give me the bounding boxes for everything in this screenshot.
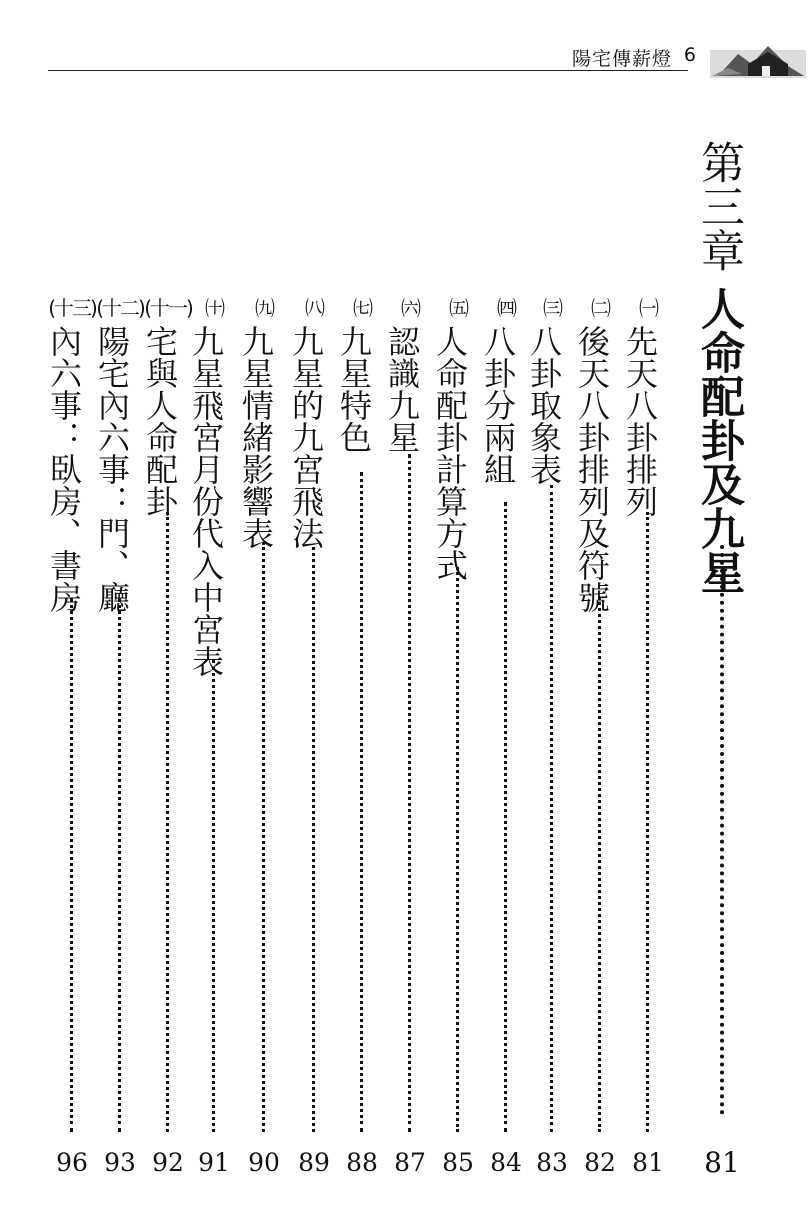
- entry-title: 人命配卦計算方式: [431, 325, 469, 581]
- entry-page-number: 93: [104, 1148, 136, 1177]
- toc-entry[interactable]: [479, 292, 530, 1177]
- toc-entry[interactable]: [621, 292, 672, 1177]
- entry-title: 陽宅內六事：門、廳: [93, 325, 131, 613]
- entry-page-number: 84: [490, 1148, 522, 1177]
- entry-page-number: 87: [394, 1148, 426, 1177]
- entry-marker: ㈩: [205, 296, 223, 320]
- toc-entry[interactable]: [93, 292, 144, 1177]
- entry-page-number: 85: [442, 1148, 474, 1177]
- chapter-label: 第三章: [693, 140, 744, 272]
- toc-entry[interactable]: [431, 292, 482, 1177]
- dot-leader: [70, 598, 73, 1132]
- dot-leader: [118, 598, 121, 1132]
- toc-entry[interactable]: [45, 292, 96, 1177]
- toc-entry[interactable]: [525, 292, 576, 1177]
- entry-page-number: 81: [632, 1148, 664, 1177]
- entry-marker: (十一): [144, 296, 192, 320]
- running-header: [48, 40, 808, 80]
- book-title: 陽宅傳薪燈: [571, 48, 672, 70]
- entry-marker: ㈨: [255, 296, 273, 320]
- dot-leader: [504, 502, 507, 1132]
- entry-marker: ㈧: [305, 296, 323, 320]
- dot-leader: [550, 485, 553, 1132]
- chapter-page-number: 81: [704, 1146, 740, 1179]
- chapter-title: 人命配卦及九星: [693, 286, 744, 594]
- entry-page-number: 91: [198, 1148, 230, 1177]
- toc-entry[interactable]: [187, 292, 238, 1177]
- entry-marker: (十三): [48, 296, 96, 320]
- toc-entry[interactable]: [141, 292, 192, 1177]
- entry-marker: ㈥: [401, 296, 419, 320]
- dot-leader: [262, 542, 265, 1132]
- entry-marker: (十二): [96, 296, 144, 320]
- toc-entry[interactable]: [237, 292, 288, 1177]
- entry-page-number: 82: [584, 1148, 616, 1177]
- entry-marker: ㈦: [353, 296, 371, 320]
- dot-leader: [166, 512, 169, 1132]
- entry-title: 內六事：臥房、書房: [45, 325, 83, 613]
- page-number: 6: [683, 44, 696, 66]
- dot-leader: [646, 512, 649, 1132]
- entry-title: 九星飛宮月份代入中宮表: [187, 325, 225, 677]
- entry-marker: ㈠: [639, 296, 657, 320]
- entry-title: 九星情緒影響表: [237, 325, 275, 549]
- entry-title: 認識九星: [383, 325, 421, 453]
- house-logo-icon: [708, 40, 808, 80]
- entry-page-number: 92: [152, 1148, 184, 1177]
- toc-entry[interactable]: [287, 292, 338, 1177]
- entry-page-number: 96: [56, 1148, 88, 1177]
- entry-title: 宅與人命配卦: [141, 325, 179, 517]
- dot-leader: [212, 660, 215, 1132]
- entry-page-number: 89: [298, 1148, 330, 1177]
- entry-page-number: 88: [346, 1148, 378, 1177]
- dot-leader: [720, 545, 724, 1115]
- toc-entry[interactable]: [383, 292, 434, 1177]
- dot-leader: [312, 547, 315, 1132]
- dot-leader: [408, 454, 411, 1132]
- entry-title: 後天八卦排列及符號: [573, 325, 611, 613]
- entry-marker: ㈣: [497, 296, 515, 320]
- entry-marker: ㈤: [449, 296, 467, 320]
- entry-title: 九星的九宮飛法: [287, 325, 325, 549]
- entry-marker: ㈡: [591, 296, 609, 320]
- toc-entry[interactable]: [573, 292, 624, 1177]
- entry-title: 先天八卦排列: [621, 325, 659, 517]
- entry-page-number: 90: [248, 1148, 280, 1177]
- entry-marker: ㈢: [543, 296, 561, 320]
- dot-leader: [360, 472, 363, 1132]
- entry-title: 九星特色: [335, 325, 373, 453]
- entry-title: 八卦取象表: [525, 325, 563, 485]
- entry-title: 八卦分兩組: [479, 325, 517, 485]
- entry-page-number: 83: [536, 1148, 568, 1177]
- dot-leader: [598, 597, 601, 1132]
- toc-entry[interactable]: [335, 292, 386, 1177]
- dot-leader: [456, 567, 459, 1132]
